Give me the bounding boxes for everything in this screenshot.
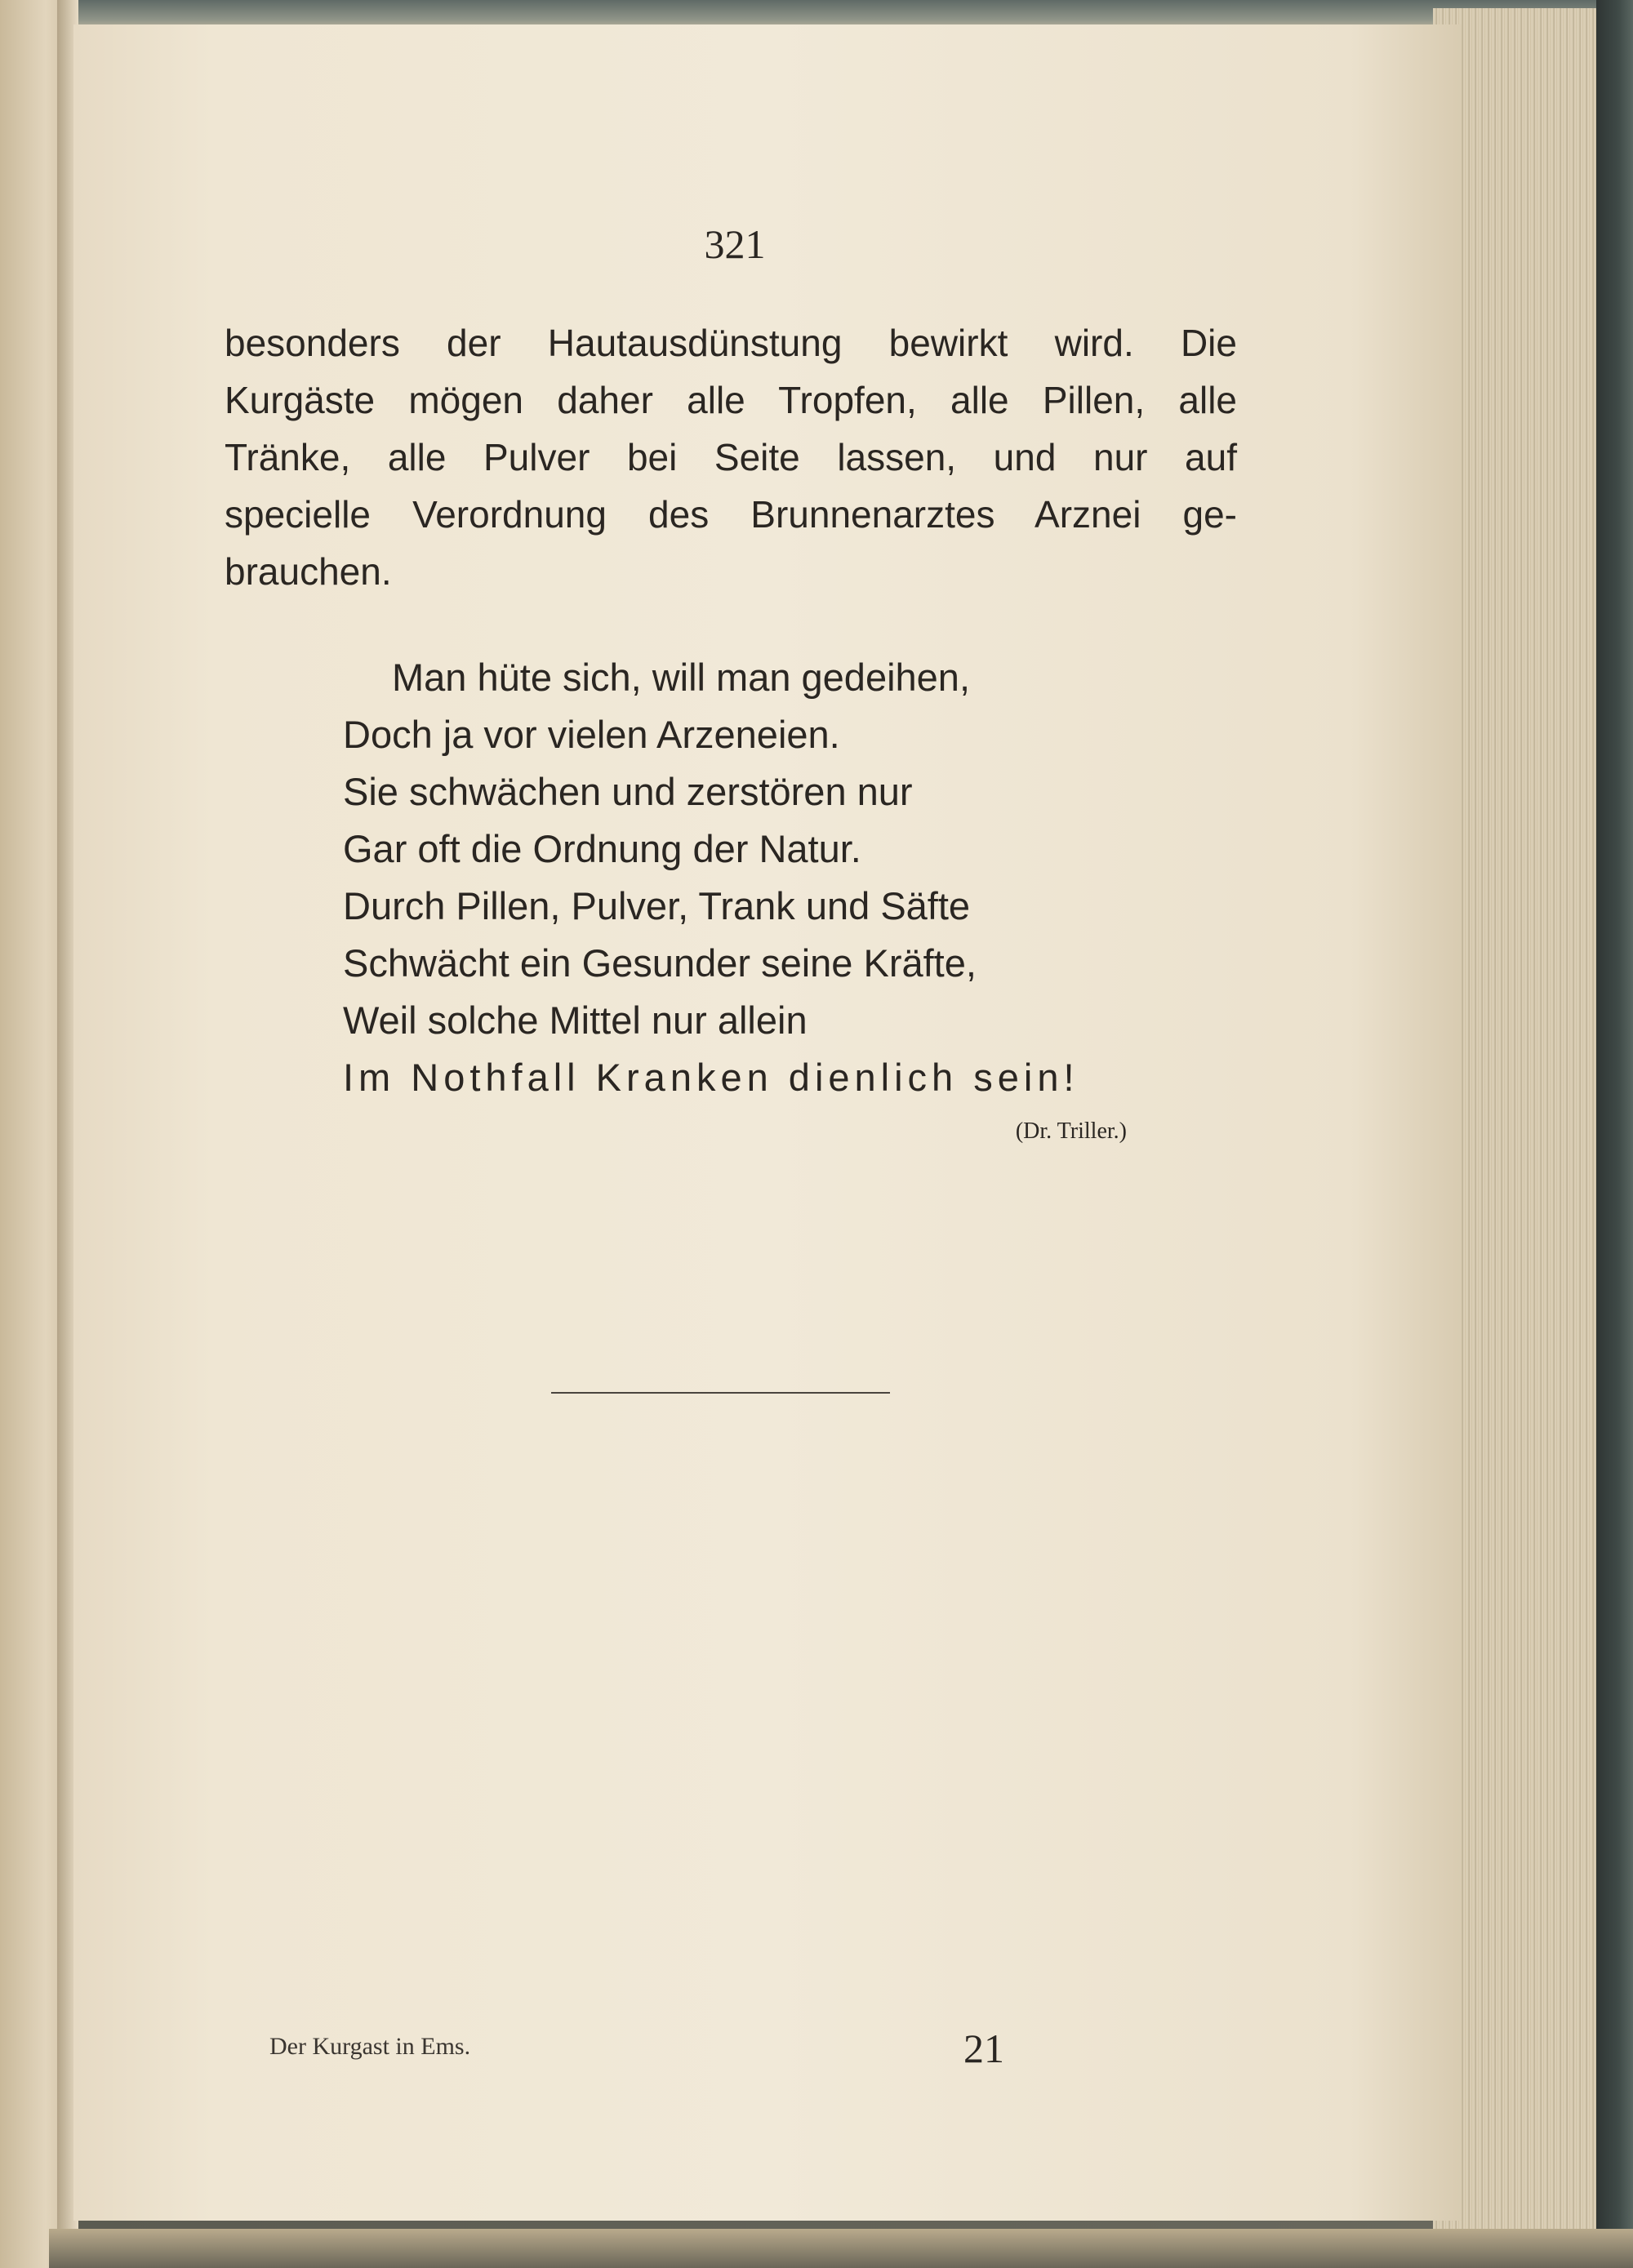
book-cover-bottom: [49, 2229, 1633, 2268]
book-cover-right: [1596, 0, 1633, 2268]
poem-line: Sie schwächen und zerstören nur: [343, 770, 913, 813]
signature-title: Der Kurgast in Ems.: [269, 2033, 471, 2060]
poem: [343, 649, 1241, 1106]
prose-line: specielle Verordnung des Brunnenarztes Arznei ge-: [225, 493, 1237, 536]
signature-number: 21: [963, 2026, 1004, 2071]
poem-line: Gar oft die Ordnung der Natur.: [343, 827, 861, 870]
prose-line: besonders der Hautausdünstung bewirkt wird. Die: [225, 322, 1237, 364]
prose-line: Kurgäste mögen daher alle Tropfen, alle Pillen, alle: [225, 379, 1237, 421]
poem-line: Im Nothfall Kranken dienlich sein!: [343, 1056, 1079, 1099]
left-page-edge: [0, 0, 65, 2268]
poem-line: Man hüte sich, will man gedeihen,: [392, 656, 971, 699]
prose-paragraph: [225, 314, 1237, 600]
poem-line: Doch ja vor vielen Arzeneien.: [343, 713, 840, 756]
poem-attribution: (Dr. Triller.): [1015, 1118, 1127, 1144]
poem-line: Weil solche Mittel nur allein: [343, 998, 808, 1042]
prose-line: Tränke, alle Pulver bei Seite lassen, und nur auf: [225, 436, 1237, 478]
poem-line: Schwächt ein Gesunder seine Kräfte,: [343, 941, 977, 985]
poem-line: Durch Pillen, Pulver, Trank und Säfte: [343, 884, 971, 927]
prose-line: brauchen.: [225, 550, 392, 593]
section-divider: [551, 1392, 890, 1394]
page-number: 321: [704, 221, 766, 267]
